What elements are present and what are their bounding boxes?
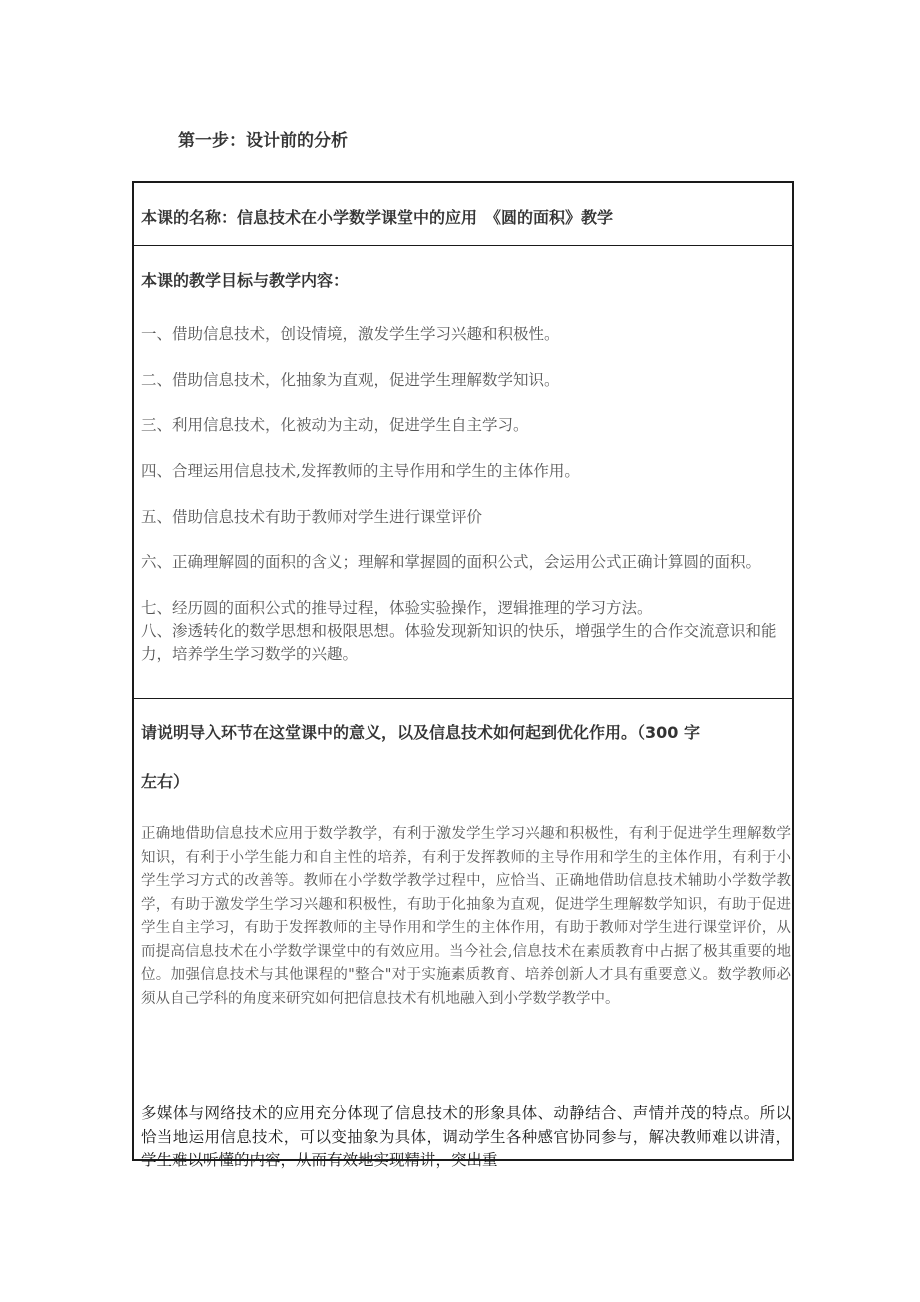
answer-paragraph-1: 正确地借助信息技术应用于数学教学，有利于激发学生学习兴趣和积极性，有利于促进学生理解数学知识，有利于小学生能力和自主性的培养，有利于发挥教师的主导作用和学生的主体作用，有利于小学生学习方式的改善等。教师在小学数学教学过程中，应恰当、正确地借助信息技术辅助小学数学教学，有助于激发学生学习兴趣和积极性，有助于化抽象为直观，促进学生理解数学知识，有助于促进学生自主学习，有助于发挥教师的主导作用和学生的主体作用，有助于教师对学生进行课堂评价，从而提高信息技术在小学数学课堂中的有效应用。当今社会,信息技术在素质教育中占据了极其重要的地位。加强信息技术与其他课程的"整合"对于实施素质教育、培养创新人才具有重要意义。数学教师必须从自己学科的角度来研究如何把信息技术有机地融入到小学数学教学中。 <box>141 826 791 1007</box>
question-row <box>134 699 792 1169</box>
answer-paragraph-2: 多媒体与网络技术的应用充分体现了信息技术的形象具体、动静结合、声情并茂的特点。所以恰当地运用信息技术，可以变抽象为具体，调动学生各种感官协同参与，解决教师难以讲清，学生难以听懂的内容，从而有效地实现精讲，突出重 <box>141 1104 791 1169</box>
objectives-heading: 本课的教学目标与教学内容： <box>141 271 350 290</box>
objective-item: 七、经历圆的面积公式的推导过程，体验实验操作，逻辑推理的学习方法。 <box>141 599 653 617</box>
question-heading-line1: 请说明导入环节在这堂课中的意义，以及信息技术如何起到优化作用。（300 字 <box>141 723 700 742</box>
objectives-row <box>134 246 792 699</box>
course-name: 本课的名称：信息技术在小学数学课堂中的应用 《圆的面积》教学 <box>141 208 614 227</box>
objective-item: 一、借助信息技术，创设情境，激发学生学习兴趣和积极性。 <box>141 325 560 343</box>
step-title: 第一步：设计前的分析 <box>178 131 348 151</box>
objective-item: 八、渗透转化的数学思想和极限思想。体验发现新知识的快乐，增强学生的合作交流意识和能力，培养学生学习数学的兴趣。 <box>141 622 777 663</box>
objective-item: 五、借助信息技术有助于教师对学生进行课堂评价 <box>141 508 483 526</box>
objective-item: 六、正确理解圆的面积的含义；理解和掌握圆的面积公式，会运用公式正确计算圆的面积。 <box>141 553 762 571</box>
analysis-table <box>132 181 794 1169</box>
objective-item: 四、合理运用信息技术,发挥教师的主导作用和学生的主体作用。 <box>141 462 580 480</box>
objective-item: 二、借助信息技术，化抽象为直观，促进学生理解数学知识。 <box>141 371 560 389</box>
objective-item: 三、利用信息技术，化被动为主动，促进学生自主学习。 <box>141 416 529 434</box>
course-name-row <box>134 183 792 246</box>
question-heading-line2: 左右） <box>141 772 190 791</box>
